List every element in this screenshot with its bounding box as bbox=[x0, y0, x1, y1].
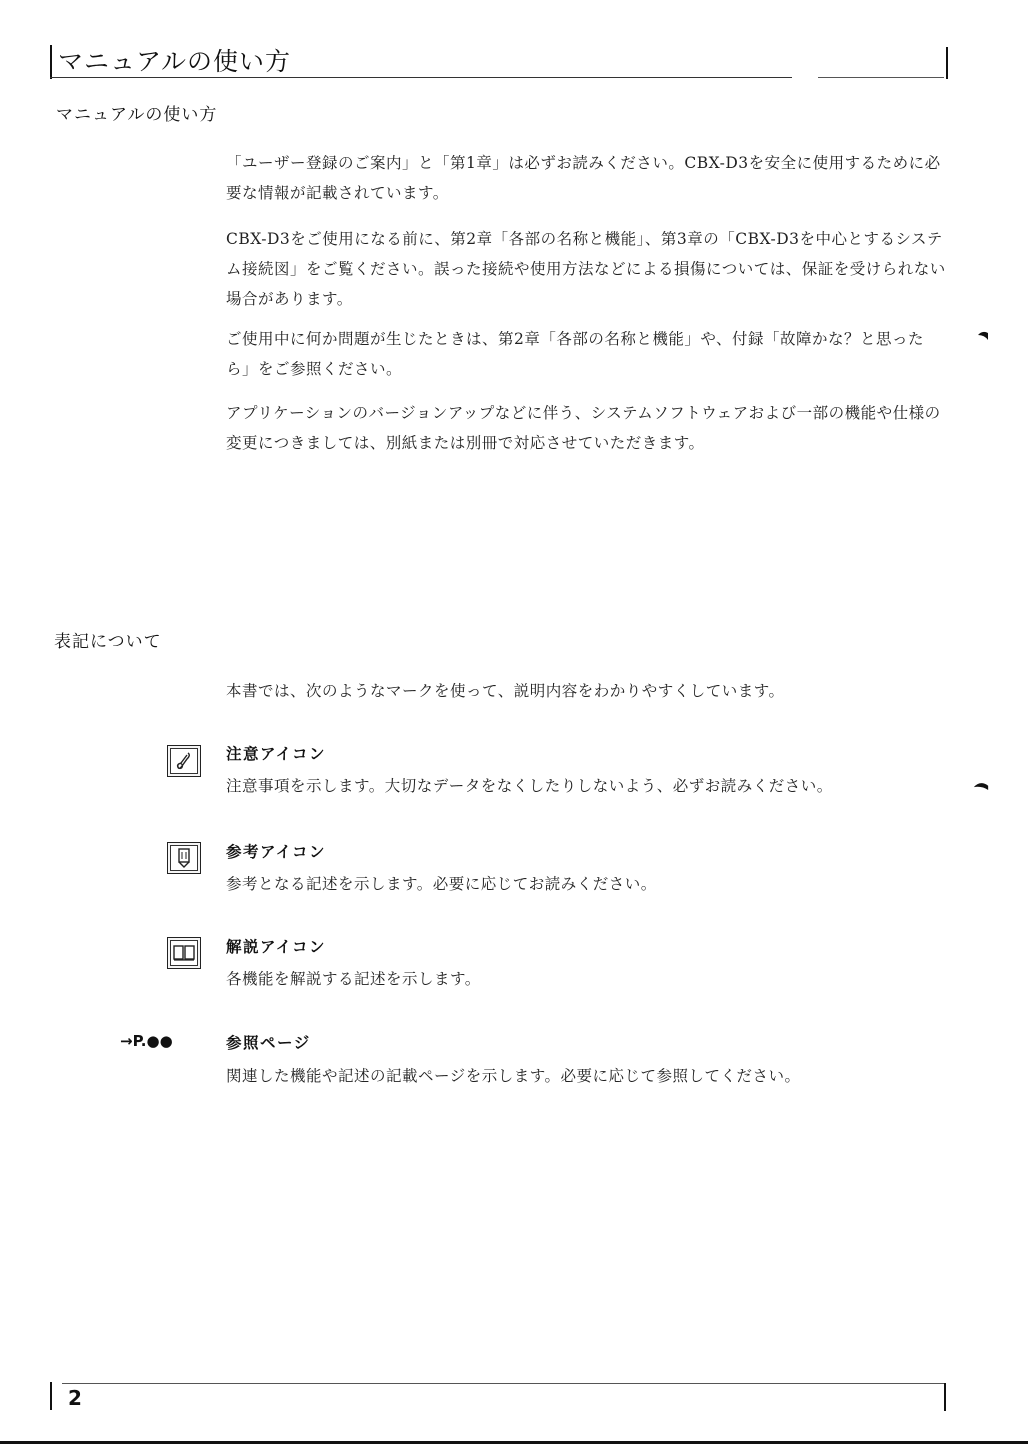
book-icon bbox=[167, 937, 201, 969]
footer-rule bbox=[62, 1383, 944, 1384]
margin-mark bbox=[972, 330, 994, 340]
header-rule bbox=[50, 77, 792, 78]
header-rule-right bbox=[818, 77, 944, 78]
notation-intro: 本書では、次のようなマークを使って、説明内容をわかりやすくしています。 bbox=[226, 682, 785, 700]
section-title-notation: 表記について bbox=[54, 632, 162, 652]
reference-icon-title: 参考アイコン bbox=[226, 843, 326, 861]
reference-icon-desc: 参考となる記述を示します。必要に応じてお読みください。 bbox=[226, 875, 657, 893]
page-number: 2 bbox=[68, 1386, 82, 1410]
paragraph: CBX-D3をご使用になる前に、第2章「各部の名称と機能」、第3章の「CBX-D3を中心とするシステム接続図」をご覧ください。誤った接続や使用方法などによる損傷については、保証を受けられない場合があります。 bbox=[226, 230, 946, 308]
footer-left-tick bbox=[50, 1382, 52, 1410]
page-reference-desc: 関連した機能や記述の記載ページを示します。必要に応じて参照してください。 bbox=[226, 1067, 801, 1085]
margin-mark bbox=[970, 780, 992, 790]
paragraph: ご使用中に何か問題が生じたときは、第2章「各部の名称と機能」や、付録「故障かな？と思ったら」をご参照ください。 bbox=[226, 330, 925, 378]
caution-icon bbox=[167, 745, 201, 777]
footer-right-tick bbox=[944, 1383, 946, 1411]
book-icon-desc: 各機能を解説する記述を示します。 bbox=[226, 970, 481, 988]
page-header-title: マニュアルの使い方 bbox=[58, 47, 292, 76]
reference-icon bbox=[167, 842, 201, 874]
page-reference-mark: →P.●● bbox=[120, 1032, 173, 1050]
section-title-manual-usage: マニュアルの使い方 bbox=[56, 105, 218, 125]
header-right-tick bbox=[946, 47, 948, 79]
page-reference-title: 参照ページ bbox=[226, 1034, 311, 1052]
page-bottom-edge bbox=[0, 1441, 1028, 1444]
book-icon-title: 解説アイコン bbox=[226, 938, 326, 956]
caution-icon-desc: 注意事項を示します。大切なデータをなくしたりしないよう、必ずお読みください。 bbox=[226, 777, 833, 795]
paragraph: アプリケーションのバージョンアップなどに伴う、システムソフトウェアおよび一部の機能や仕様の変更につきましては、別紙または別冊で対応させていただきます。 bbox=[226, 404, 941, 452]
caution-icon-title: 注意アイコン bbox=[226, 745, 326, 763]
header-left-tick bbox=[50, 45, 52, 79]
paragraph: 「ユーザー登録のご案内」と「第1章」は必ずお読みください。CBX-D3を安全に使用するために必要な情報が記載されています。 bbox=[226, 154, 941, 202]
